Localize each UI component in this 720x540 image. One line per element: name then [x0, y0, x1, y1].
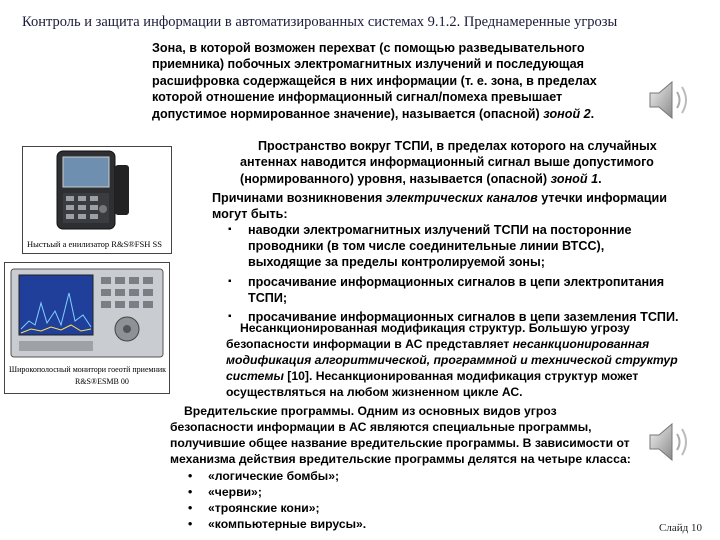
malware-heading: Вредительские программы. — [184, 404, 355, 418]
speaker-icon[interactable] — [646, 420, 694, 469]
list-item: • «логические бомбы»; — [186, 468, 366, 484]
list-item: ▪ просачивание информационных сигналов в цепи электропитания ТСПИ; — [226, 274, 681, 306]
zone1-paragraph — [240, 138, 690, 187]
causes-term: электрических каналов — [385, 191, 538, 205]
list-item: • «компьютерные вирусы». — [186, 516, 366, 532]
receiver-model: R&S®ESMB 00 — [75, 377, 129, 386]
modification-text-end: [10]. Несанкционированная модификация структур может осуществляться на любом жизненном цикле АС. — [226, 369, 639, 399]
malware-text: Одним из основных видов угроз безопасности информации в АС являются специальные программы, получившие общее название вредительские программы. В зависимости от механизма действия вредительские программы делятся на четыре класса: — [170, 404, 631, 466]
receiver-image — [4, 262, 170, 394]
monitoring-receiver-icon — [5, 263, 169, 363]
analyzer-caption: Ныстьый а енилизатор R&S®FSH SS — [27, 239, 162, 249]
modification-paragraph — [226, 320, 696, 400]
zone1-term: зоной 1 — [550, 171, 599, 186]
list-item: ▪ наводки электромагнитных излучений ТСПИ на посторонние проводники (в том числе соединительные линии ВТСС), выходящие за пределы контролируемой зоны; — [226, 222, 681, 271]
slide-title: Контроль и защита информации в автоматизированных системах 9.1.2. Преднамеренные угрозы — [22, 14, 618, 30]
malware-paragraph — [170, 403, 632, 467]
malware-list — [186, 468, 366, 532]
zone2-paragraph — [152, 40, 622, 122]
causes-lead-end: утечки информации могут быть: — [212, 191, 667, 222]
zone2-term: зоной 2 — [543, 106, 591, 121]
causes-list — [226, 222, 681, 328]
speaker-icon[interactable] — [646, 78, 694, 127]
zone2-end: . — [590, 106, 595, 121]
receiver-caption: Широкополосный монитори гоеотй приемник — [9, 365, 167, 374]
zone1-end: . — [598, 171, 602, 186]
handheld-analyzer-icon — [23, 147, 171, 237]
zone2-text: Зона, в которой возможен перехват (с помощью разведывательного приемника) побочных электромагнитных излучений и последующая расшифровка содержащейся в них информации (т. е. зона, в пределах которой отношение информационный сигнал/помеха превышает допустимое нормированное значение), называется (опасной) — [152, 41, 597, 121]
list-item: • «троянские кони»; — [186, 500, 366, 516]
list-item: • «черви»; — [186, 484, 366, 500]
causes-intro — [212, 190, 682, 223]
causes-lead: Причинами возникновения — [212, 191, 386, 205]
modification-text: Большую угрозу безопасности информации в АС представляет — [226, 321, 630, 351]
zone1-text: Пространство вокруг ТСПИ, в пределах которого на случайных антеннах наводится информационный сигнал выше допустимого (нормированного) уровня, называется (опасной) — [240, 139, 657, 186]
analyzer-image — [22, 146, 172, 254]
modification-heading: Несанкционированная модификация структур. — [240, 321, 526, 335]
list-item: ▪ просачивание информационных сигналов в цепи заземления ТСПИ. — [226, 309, 681, 325]
modification-italic: несанкционированная модификация алгоритмической, программной и технической структур системы — [226, 337, 678, 383]
slide-number: Слайд 10 — [659, 522, 702, 534]
